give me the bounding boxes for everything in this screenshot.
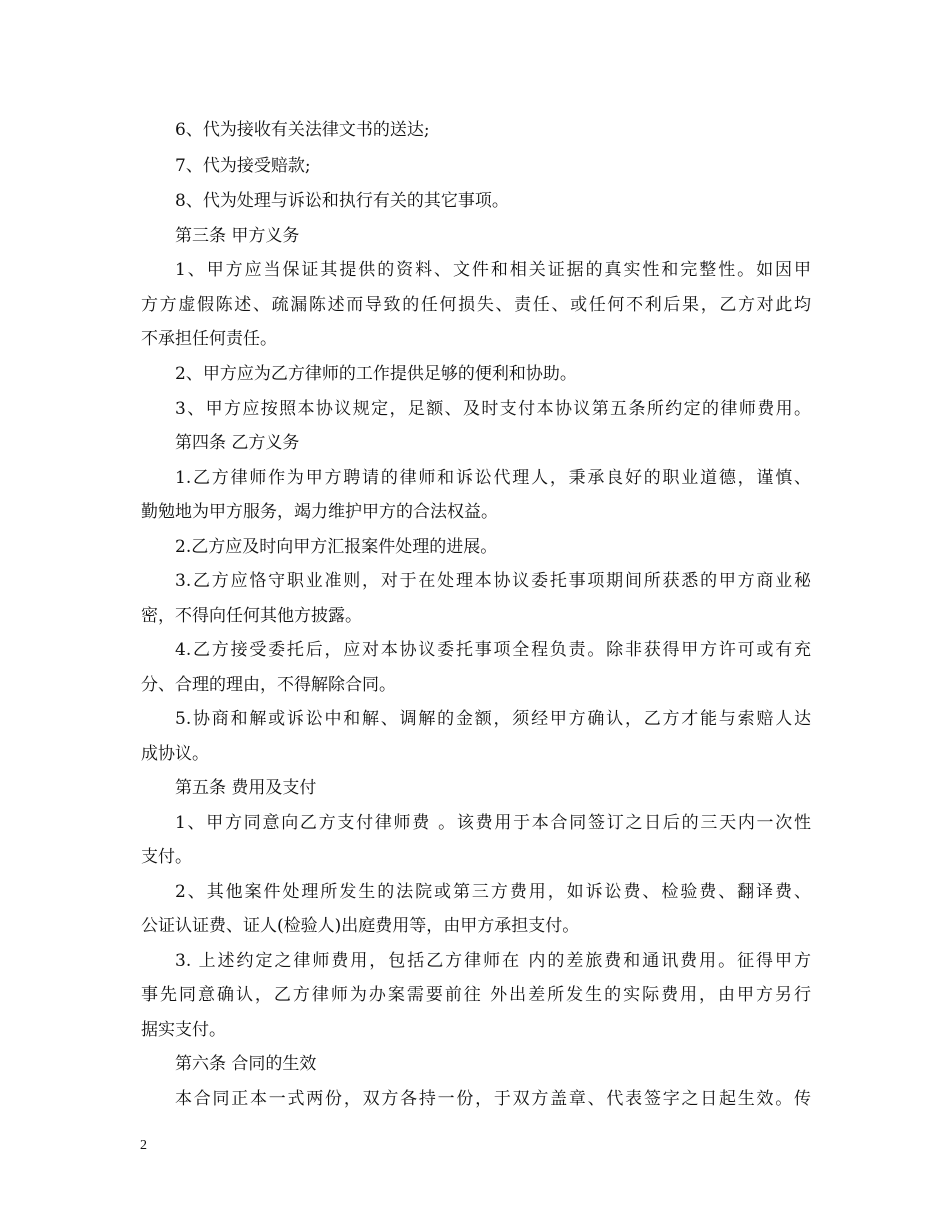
paragraph-line: 3. 上述约定之律师费用，包括乙方律师在 内的差旅费和通讯费用。征得甲方 [175,951,811,971]
paragraph-line: 1、甲方同意向乙方支付律师费 。该费用于本合同签订之日后的三天内一次性 [175,813,811,833]
paragraph-line: 3、甲方应按照本协议规定，足额、及时支付本协议第五条所约定的律师费用。 [175,399,811,419]
paragraph-line: 据实支付。 [141,1020,226,1040]
paragraph-line: 1.乙方律师作为甲方聘请的律师和诉讼代理人，秉承良好的职业道德，谨慎、 [175,468,811,488]
page-number: 2 [140,1138,147,1153]
article-6-heading: 第六条 合同的生效 [175,1054,317,1074]
paragraph-line: 2、甲方应为乙方律师的工作提供足够的便利和协助。 [175,364,577,384]
paragraph-line: 方方虚假陈述、疏漏陈述而导致的任何损失、责任、或任何不利后果，乙方对此均 [141,295,811,315]
paragraph-line: 1、甲方应当保证其提供的资料、文件和相关证据的真实性和完整性。如因甲 [175,260,811,280]
paragraph-line: 2、其他案件处理所发生的法院或第三方费用，如诉讼费、检验费、翻译费、 [175,882,811,902]
paragraph-line: 公证认证费、证人(检验人)出庭费用等，由甲方承担支付。 [141,916,580,936]
paragraph-line: 4.乙方接受委托后，应对本协议委托事项全程负责。除非获得甲方许可或有充 [175,640,811,660]
article-4-heading: 第四条 乙方义务 [175,433,300,453]
article-5-heading: 第五条 费用及支付 [175,778,317,798]
paragraph-line: 分、合理的理由，不得解除合同。 [141,675,396,695]
paragraph-line: 本合同正本一式两份，双方各持一份，于双方盖章、代表签字之日起生效。传 [175,1089,811,1109]
paragraph-line: 不承担任何责任。 [141,329,277,349]
paragraph-line: 2.乙方应及时向甲方汇报案件处理的进展。 [175,537,498,557]
clause-item-8: 8、代为处理与诉讼和执行有关的其它事项。 [175,191,509,211]
paragraph-line: 5.协商和解或诉讼中和解、调解的金额，须经甲方确认，乙方才能与索赔人达 [175,709,811,729]
paragraph-line: 3.乙方应恪守职业准则，对于在处理本协议委托事项期间所获悉的甲方商业秘 [175,571,811,591]
paragraph-line: 支付。 [141,847,192,867]
article-3-heading: 第三条 甲方义务 [175,226,300,246]
paragraph-line: 勤勉地为甲方服务，竭力维护甲方的合法权益。 [141,502,498,522]
paragraph-line: 成协议。 [141,744,209,764]
paragraph-line: 密，不得向任何其他方披露。 [141,606,362,626]
paragraph-line: 事先同意确认，乙方律师为办案需要前往 外出差所发生的实际费用，由甲方另行 [141,985,811,1005]
clause-item-7: 7、代为接受赔款; [175,156,311,176]
clause-item-6: 6、代为接收有关法律文书的送达; [175,120,430,140]
